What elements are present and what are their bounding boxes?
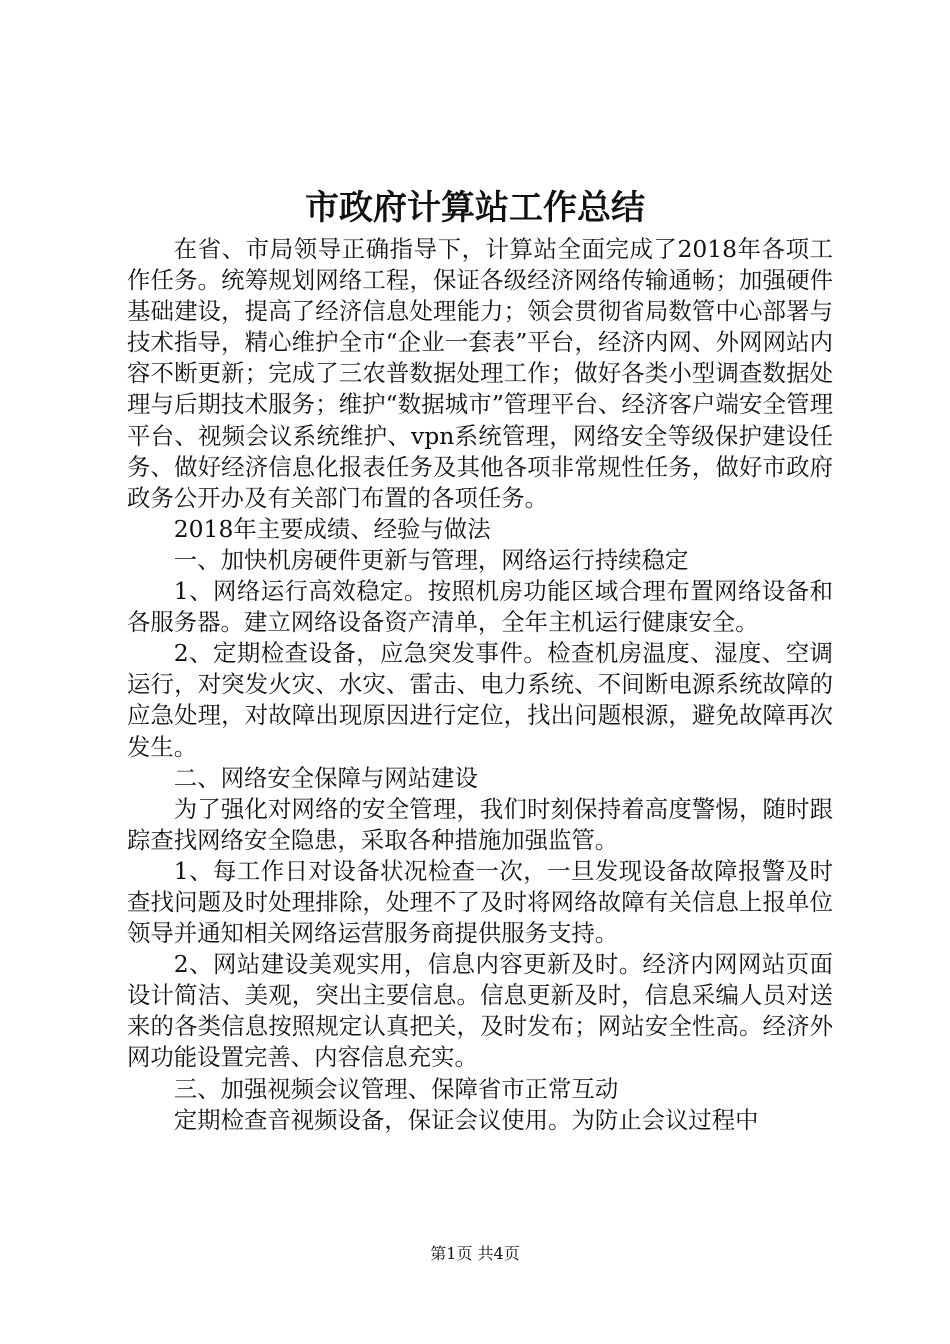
- paragraph-heading-achievements: 2018年主要成绩、经验与做法: [173, 514, 491, 543]
- document-body: [127, 234, 833, 1136]
- page-footer: 第1页 共4页: [430, 1244, 520, 1263]
- paragraph-item-1-2: 2、定期检查设备，应急突发事件。检查机房温度、湿度、空调运行，对突发火灾、水灾、雷击、电力系统、不间断电源系统故障的应急处理，对故障出现原因进行定位，找出问题根源，避免故障再次发生。: [127, 639, 833, 761]
- paragraph-section-one-heading: 一、加快机房硬件更新与管理，网络运行持续稳定: [173, 545, 689, 574]
- paragraph-section-two-intro: 为了强化对网络的安全管理，我们时刻保持着高度警惕，随时跟踪查找网络安全隐患，采取各种措施加强监管。: [127, 794, 833, 854]
- paragraph-section-three-heading: 三、加强视频会议管理、保障省市正常互动: [173, 1074, 619, 1103]
- paragraph-item-2-2: 2、网站建设美观实用，信息内容更新及时。经济内网网站页面设计简洁、美观，突出主要信息。信息更新及时，信息采编人员对送来的各类信息按照规定认真把关，及时发布；网站安全性高。经济外网功能设置完善、内容信息充实。: [127, 950, 833, 1072]
- paragraph-intro: 在省、市局领导正确指导下，计算站全面完成了2018年各项工作任务。统筹规划网络工程，保证各级经济网络传输通畅；加强硬件基础建设，提高了经济信息处理能力；领会贯彻省局数管中心部署与技术指导，精心维护全市“企业一套表”平台，经济内网、外网网站内容不断更新；完成了三农普数据处理工作；做好各类小型调查数据处理与后期技术服务；维护“数据城市”管理平台、经济客户端安全管理平台、视频会议系统维护、vpn系统管理，网络安全等级保护建设任务、做好经济信息化报表任务及其他各项非常规性任务，做好市政府政务公开办及有关部门布置的各项任务。: [127, 235, 833, 512]
- paragraph-item-1-1: 1、网络运行高效稳定。按照机房功能区域合理布置网络设备和各服务器。建立网络设备资产清单，全年主机运行健康安全。: [127, 577, 833, 637]
- document-title: 市政府计算站工作总结: [305, 188, 645, 228]
- paragraph-section-three-intro: 定期检查音视频设备，保证会议使用。为防止会议过程中: [173, 1105, 759, 1134]
- paragraph-item-2-1: 1、每工作日对设备状况检查一次，一旦发现设备故障报警及时查找问题及时处理排除，处理不了及时将网络故障有关信息上报单位领导并通知相关网络运营服务商提供服务支持。: [127, 856, 833, 948]
- paragraph-section-two-heading: 二、网络安全保障与网站建设: [173, 763, 478, 792]
